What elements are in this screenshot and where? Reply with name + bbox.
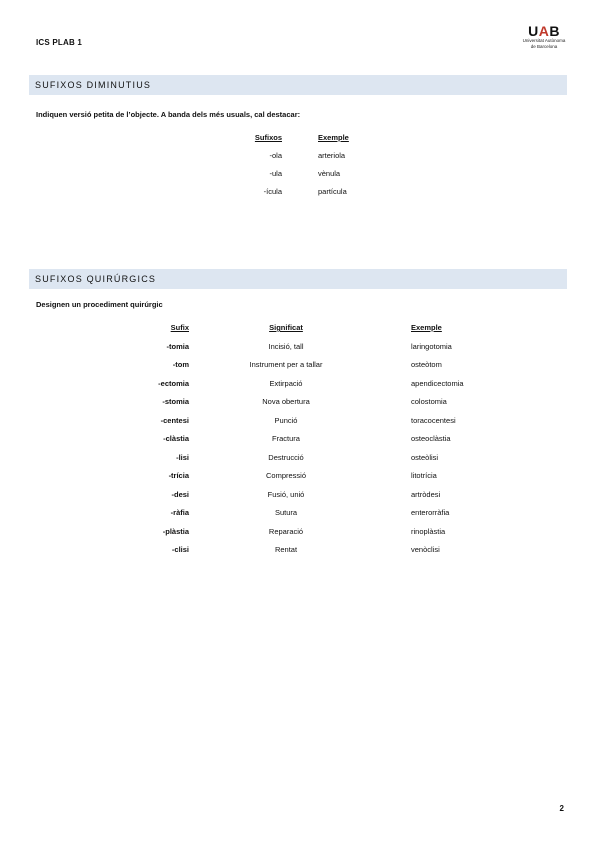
table-cell-example: arteriola xyxy=(318,151,346,160)
page-number: 2 xyxy=(559,804,564,813)
table-cell-suffix: -clàstia xyxy=(163,434,189,443)
table-cell-meaning: Fractura xyxy=(272,434,300,443)
table-cell-meaning: Extirpació xyxy=(269,378,303,388)
table-cell-example: toracocentesi xyxy=(411,415,456,425)
table-cell-suffix: -lisi xyxy=(176,452,189,462)
logo-line-2: de Barcelona xyxy=(530,43,558,49)
table-cell-meaning: Instrument per a tallar xyxy=(249,360,323,369)
table-cell-suffix: -ectomia xyxy=(158,378,189,388)
table-cell-suffix: -tom xyxy=(172,360,189,369)
table-cell-suffix: -ula xyxy=(269,169,282,178)
section-title-diminutius: SUFIXOS DIMINUTIUS xyxy=(29,75,567,95)
table-cell-suffix: -desi xyxy=(171,489,189,499)
table-cell-meaning: Punció xyxy=(274,415,298,425)
table-cell-example: osteoclàstia xyxy=(411,434,451,443)
logo-mark: UAB xyxy=(528,23,560,39)
table-cell-example: litotrícia xyxy=(411,471,437,480)
table-header: Exemple xyxy=(318,133,349,142)
table-cell-meaning: Reparació xyxy=(268,526,304,536)
table-cell-meaning: Nova obertura xyxy=(262,397,310,406)
table-header: Significat xyxy=(269,323,303,332)
table-cell-suffix: -trícia xyxy=(168,471,189,480)
table-cell-suffix: -centesi xyxy=(160,415,189,425)
table-header: Sufix xyxy=(170,323,189,332)
table-cell-meaning: Rentat xyxy=(274,545,298,554)
table-cell-example: vènula xyxy=(318,169,341,178)
table-cell-suffix: -plàstia xyxy=(162,526,189,536)
table-cell-suffix: -clisi xyxy=(171,545,189,554)
table-cell-example: laringotomia xyxy=(411,341,452,351)
table-header: Exemple xyxy=(411,323,442,332)
table-cell-example: enterorràfia xyxy=(411,508,450,517)
section-intro-quirurgics: Designen un procediment quirúrgic xyxy=(36,300,163,309)
table-cell-suffix: -ícula xyxy=(263,187,282,196)
table-header: Sufixos xyxy=(254,133,282,142)
table-cell-example: partícula xyxy=(318,187,347,196)
table-cell-example: venòclisi xyxy=(411,545,440,554)
section-intro-diminutius: Indiquen versió petita de l’objecte. A banda dels més usuals, cal destacar: xyxy=(36,110,301,119)
section-title-quirurgics: SUFIXOS QUIRÚRGICS xyxy=(29,269,567,289)
table-cell-suffix: -ràfia xyxy=(170,508,189,517)
table-cell-example: apendicectomia xyxy=(411,378,464,388)
table-cell-meaning: Sutura xyxy=(274,508,298,517)
table-cell-meaning: Destrucció xyxy=(268,452,304,462)
table-cell-example: artròdesi xyxy=(411,489,441,499)
table-cell-example: colostomia xyxy=(411,397,447,406)
logo-line-1: Universitat Autònoma xyxy=(522,38,566,43)
table-cell-example: rinoplàstia xyxy=(411,526,446,536)
table-cell-meaning: Compressió xyxy=(265,471,306,480)
table-cell-example: osteòlisi xyxy=(411,452,439,462)
header-code: ICS PLAB 1 xyxy=(36,38,83,47)
table-cell-suffix: -tomia xyxy=(166,341,189,351)
table-cell-meaning: Incisió, tall xyxy=(268,341,304,351)
table-cell-example: osteòtom xyxy=(411,360,442,369)
table-cell-suffix: -stomia xyxy=(162,397,189,406)
uab-logo xyxy=(512,24,576,49)
table-cell-meaning: Fusió, unió xyxy=(267,489,305,499)
table-cell-suffix: -ola xyxy=(269,151,282,160)
